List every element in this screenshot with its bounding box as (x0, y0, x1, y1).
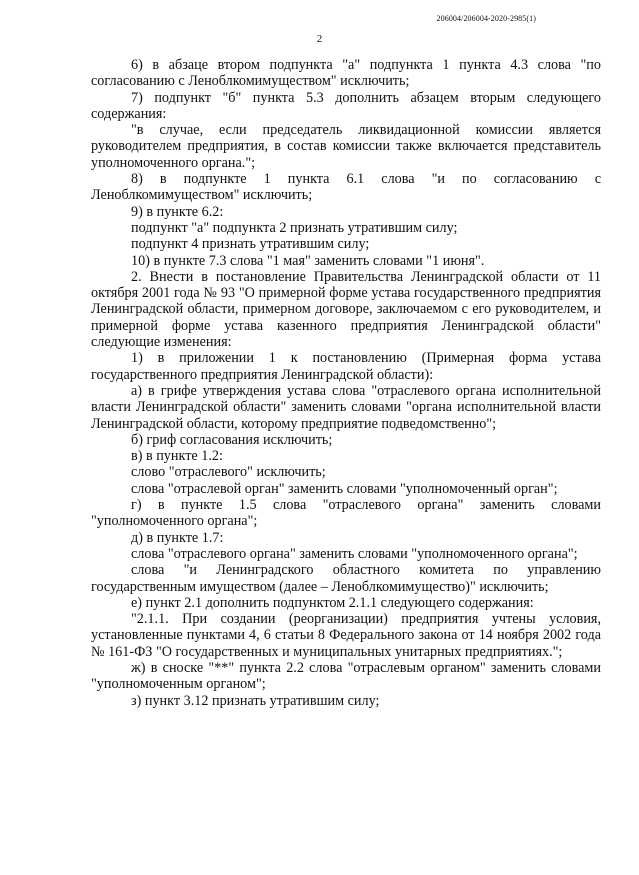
paragraph: г) в пункте 1.5 слова "отраслевого органа" заменить словами "уполномоченного органа"; (91, 497, 601, 530)
paragraph: 2. Внести в постановление Правительства Ленинградской области от 11 октября 2001 года № 93 "О примерной форме устава государственного предприятия Ленинградской области, примерном договоре, заключаемом с его руководителем, и примерной форме устава казенного предприятия Ленинградской области" следующие изменения: (91, 268, 601, 351)
paragraph: а) в грифе утверждения устава слова "отраслевого органа исполнительной власти Ленинградской области" заменить словами "органа исполнительной власти Ленинградской области, которому предприятие подведомственно"; (91, 382, 601, 432)
paragraph: подпункт 4 признать утратившим силу; (131, 236, 370, 253)
document-body (91, 57, 601, 709)
page-number: 2 (316, 33, 323, 45)
paragraph: "2.1.1. При создании (реорганизации) предприятия учтены условия, установленные пунктами 4, 6 статьи 8 Федерального закона от 14 ноября 2002 года № 161-ФЗ "О государственных и муниципальных унитарных предприятиях."; (91, 611, 601, 660)
paragraph: в) в пункте 1.2: (131, 448, 223, 465)
document-id: 206004/206004-2020-2985(1) (436, 14, 536, 23)
paragraph: слова "отраслевой орган" заменить словами "уполномоченный орган"; (131, 480, 558, 497)
paragraph: слово "отраслевого" исключить; (131, 464, 326, 481)
paragraph: "в случае, если председатель ликвидационной комиссии является руководителем предприятия, в состав комиссии также включается представитель уполномоченного органа."; (91, 122, 601, 171)
paragraph: ж) в сноске "**" пункта 2.2 слова "отраслевым органом" заменить словами "уполномоченным органом"; (91, 659, 601, 693)
paragraph: слова "отраслевого органа" заменить словами "уполномоченного органа"; (131, 545, 578, 562)
paragraph: д) в пункте 1.7: (131, 529, 224, 546)
paragraph: 8) в подпункте 1 пункта 6.1 слова "и по согласованию с Леноблкомимуществом" исключить; (91, 171, 601, 204)
paragraph: слова "и Ленинградского областного комитета по управлению государственным имуществом (далее – Леноблкомимущество)" исключить; (91, 562, 601, 595)
paragraph: 7) подпункт "б" пункта 5.3 дополнить абзацем вторым следующего содержания: (91, 89, 601, 122)
paragraph: подпункт "а" подпункта 2 признать утратившим силу; (131, 219, 458, 236)
paragraph: 9) в пункте 6.2: (131, 203, 224, 220)
paragraph: 10) в пункте 7.3 слова "1 мая" заменить словами "1 июня". (131, 252, 485, 269)
paragraph: е) пункт 2.1 дополнить подпунктом 2.1.1 следующего содержания: (131, 594, 534, 611)
paragraph: б) гриф согласования исключить; (131, 431, 333, 448)
paragraph: 6) в абзаце втором подпункта "а" подпункта 1 пункта 4.3 слова "по согласованию с Леноблкомимуществом" исключить; (91, 57, 601, 90)
paragraph: з) пункт 3.12 признать утратившим силу; (131, 692, 380, 709)
paragraph: 1) в приложении 1 к постановлению (Примерная форма устава государственного предприятия Ленинградской области): (91, 350, 601, 383)
